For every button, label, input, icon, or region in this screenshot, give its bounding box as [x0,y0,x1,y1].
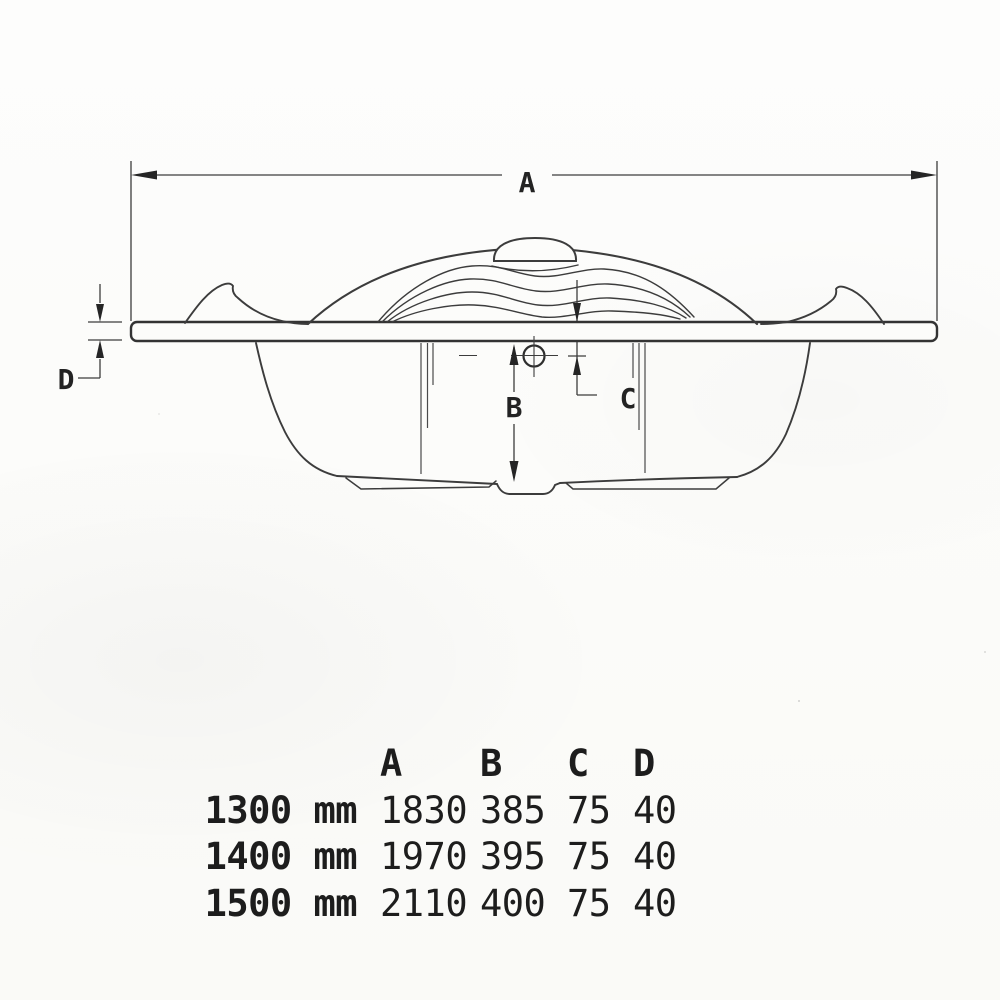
table-row-size: 1500 mm [204,881,357,925]
dimension-d [58,284,122,396]
table-cell-a: 1830 [380,788,468,832]
table-row-size: 1300 mm [204,788,357,832]
table-cell-b: 395 [480,835,546,878]
table-corner-empty [200,741,360,788]
table-cell-b: 400 [480,881,546,925]
table-cell-a: 1970 [380,835,468,878]
table-header-d: D [633,742,655,785]
table-cell-c: 75 [567,788,611,832]
table-cell-a: 2110 [380,881,468,925]
scan-noise-specks [798,700,800,702]
table-header-b: B [480,742,502,785]
table-cell-b: 385 [480,788,546,832]
dim-label-d: D [57,363,75,396]
dimension-b [506,344,523,482]
table-cell-c: 75 [567,881,611,925]
table-cell-c: 75 [567,835,611,878]
table-row-size: 1400 mm [204,835,357,878]
dim-label-c: C [619,382,637,415]
table-cell-d: 40 [633,881,677,925]
table-cell-d: 40 [633,835,677,878]
table-header-a: A [380,742,402,785]
table-cell-d: 40 [633,788,677,832]
dimension-c [568,303,636,415]
shell-backrest [185,238,884,324]
dim-label-a: A [518,166,536,199]
tub-inner-wall-lines [421,343,645,474]
dim-label-b: B [505,391,523,424]
table-header-c: C [567,742,589,785]
dimension-table [200,741,693,927]
